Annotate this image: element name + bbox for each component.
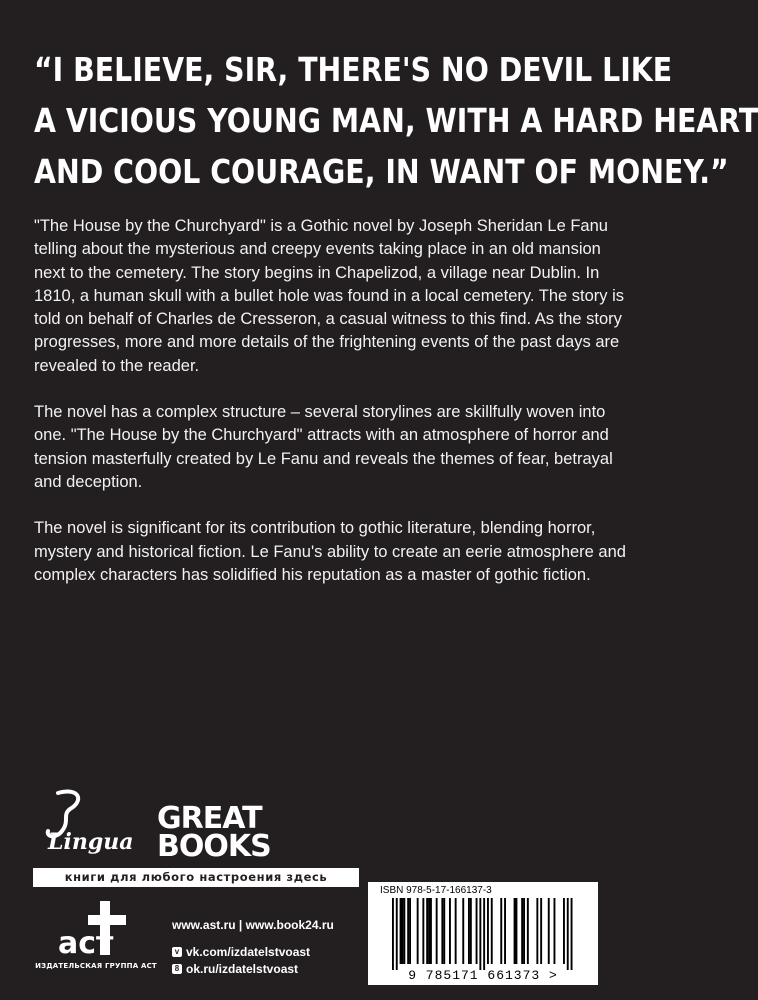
barcode-bar <box>554 898 556 964</box>
barcode-bar <box>436 898 438 964</box>
publisher-tagline: книги для любого настроения здесь <box>33 868 359 887</box>
barcode-bar <box>400 898 402 964</box>
barcode-bar <box>449 898 451 964</box>
barcode-bar <box>428 898 430 964</box>
barcode-digits: 9 785171 661373 > <box>408 968 558 983</box>
description-paragraph: "The House by the Churchyard" is a Gothic novel by Joseph Sheridan Le Fanu telling about the mysterious and creepy events taking place in an old mansion next to the cemetery. The story begins in Chapelizod, a village near Dublin. In 1810, a human skull with a bullet hole was found in a local cemetery. The story is told on behalf of Charles de Cresseron, a casual witness to this find. As the story progresses, more and more details of the frightening events of the past days are revealed to the reader. <box>34 217 625 375</box>
barcode-bar <box>455 898 457 964</box>
barcode-bar <box>407 898 409 964</box>
ok-icon: 8 <box>172 964 182 974</box>
ok-link-text[interactable]: ok.ru/izdatelstvoast <box>186 961 299 976</box>
barcode-bar <box>409 898 411 964</box>
barcode-bar <box>402 898 404 964</box>
isbn-text: ISBN 978-5-17-166137-3 <box>380 885 492 896</box>
vk-icon: v <box>172 947 182 957</box>
barcode-bar <box>483 898 485 970</box>
barcode-bar <box>392 898 394 970</box>
barcode-bar <box>548 898 550 964</box>
barcode-bar <box>504 898 506 964</box>
barcode-bar <box>396 898 398 970</box>
quote-line: “I BELIEVE, SIR, THERE'S NO DEVIL LIKE <box>34 50 673 89</box>
lingua-wordmark: Lingua <box>48 829 134 855</box>
publisher-links <box>172 916 334 977</box>
barcode-bar <box>491 898 493 964</box>
barcode-bar <box>523 898 525 964</box>
barcode-bar <box>571 898 573 970</box>
ast-wordmark: аст <box>58 926 114 961</box>
barcode-bar <box>422 898 424 964</box>
isbn-barcode <box>368 882 598 985</box>
description-paragraph: The novel is significant for its contribution to gothic literature, blending horror, mystery and historical fiction. Le Fanu's ability to create an eerie atmosphere and complex characters has solidified his reputation as a master of gothic fiction. <box>34 519 626 584</box>
barcode-bar <box>527 898 529 964</box>
barcode-bar <box>470 898 472 964</box>
barcode-bar <box>403 898 405 964</box>
barcode-bar <box>462 898 464 964</box>
book-description <box>34 215 632 610</box>
barcode-bar <box>536 898 538 964</box>
great-books-logo <box>157 801 271 864</box>
back-cover-quote <box>34 44 758 197</box>
barcode-bar <box>567 898 569 970</box>
barcode-bar <box>441 898 443 964</box>
websites-text[interactable]: www.ast.ru | www.book24.ru <box>172 917 334 932</box>
barcode-bar <box>468 898 470 964</box>
barcode-bar <box>516 898 518 964</box>
barcode-bar <box>479 898 481 970</box>
barcode-bar <box>430 898 432 964</box>
website-links[interactable] <box>172 916 334 933</box>
barcode-bar <box>500 898 502 964</box>
barcode-bar <box>521 898 523 964</box>
vk-link[interactable] <box>172 943 334 960</box>
barcode-bar <box>476 898 478 964</box>
barcode-bar <box>563 898 565 964</box>
barcode-bar <box>426 898 428 964</box>
vk-link-text[interactable]: vk.com/izdatelstvoast <box>186 944 311 959</box>
barcode-bar <box>540 898 542 964</box>
barcode-bar <box>417 898 419 964</box>
quote-line: A VICIOUS YOUNG MAN, WITH A HARD HEART <box>34 101 758 140</box>
lingua-logo <box>40 787 140 862</box>
ok-link[interactable] <box>172 960 334 977</box>
barcode-bar <box>443 898 445 964</box>
great-books-word: GREAT <box>157 801 262 836</box>
ast-label: ИЗДАТЕЛЬСКАЯ ГРУППА АСТ <box>35 962 157 970</box>
quote-line: AND COOL COURAGE, IN WANT OF MONEY.” <box>34 152 729 191</box>
great-books-word: BOOKS <box>157 829 271 864</box>
description-paragraph: The novel has a complex structure – several storylines are skillfully woven into one. "The House by the Churchyard" attracts with an atmosphere of horror and tension masterfully created by Le Fanu and reveals the themes of fear, betrayal and deception. <box>34 403 613 491</box>
barcode-bar <box>514 898 516 964</box>
barcode-bar <box>487 898 489 964</box>
